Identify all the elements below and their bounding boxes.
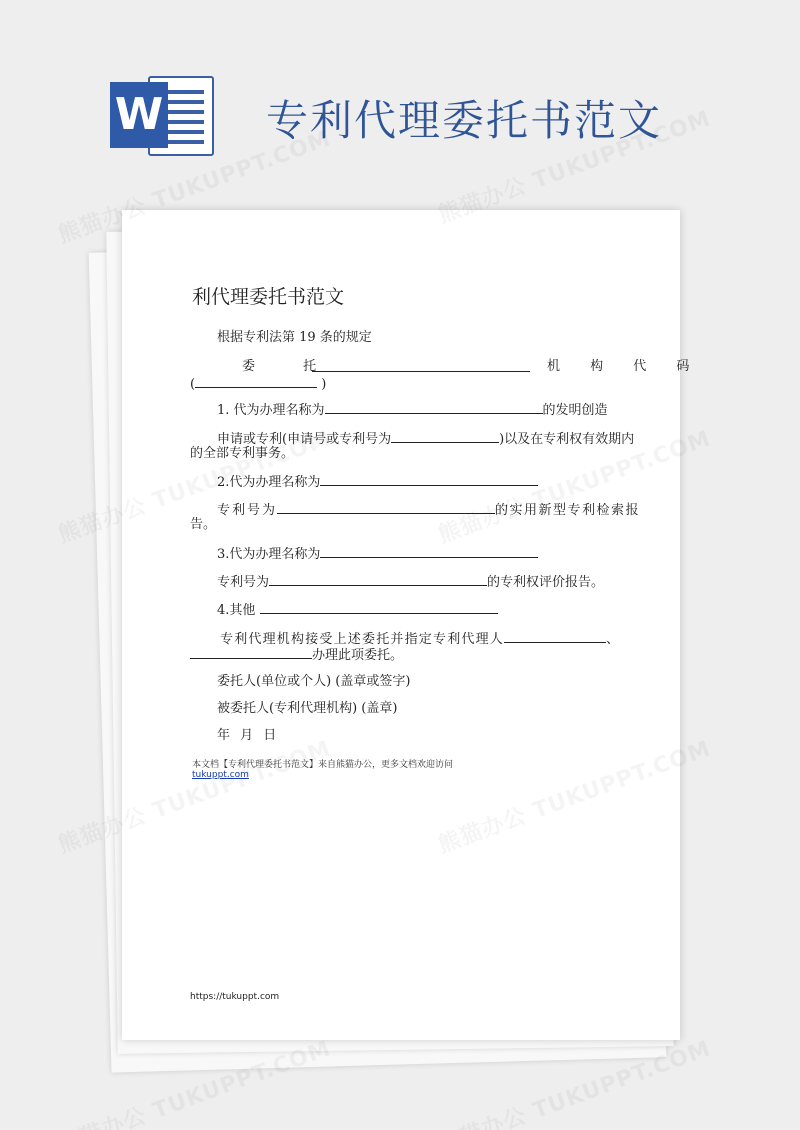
word-letter: W (110, 82, 168, 148)
item2-detail-line: 专利号为 的实用新型专利检索报 (217, 503, 641, 518)
item1-line: 1. 代为办理名称为 的发明创造 (217, 403, 608, 418)
item2-number-blank[interactable] (277, 501, 495, 514)
page-url: https://tukuppt.com (190, 992, 280, 1002)
item1-number-blank[interactable] (391, 430, 499, 443)
agent-blank-2[interactable] (190, 646, 312, 659)
item2-line: 2.代为办理名称为 (217, 473, 538, 491)
item3-line: 3.代为办理名称为 (217, 545, 538, 563)
header (108, 72, 708, 162)
item3-number-blank[interactable] (269, 573, 487, 586)
agency-code-line: ( ) (190, 377, 327, 392)
item4-line: 4.其他 (217, 601, 498, 619)
agent-blank-1[interactable] (504, 630, 606, 643)
item1-detail-line2: 的全部专利事务。 (190, 446, 295, 461)
item3-name-blank[interactable] (320, 545, 538, 558)
date-line: 年 月 日 (217, 728, 280, 743)
acceptance-line: 专利代理机构接受上述委托并指定专利代理人 、 (220, 632, 620, 647)
document-page (122, 210, 703, 1040)
item1-detail-line: 申请或专利(申请号或专利号为 )以及在专利权有效期内 (217, 432, 635, 447)
document-title: 利代理委托书范文 (192, 286, 345, 308)
entrust-line: 委 托 (242, 359, 339, 374)
item4-other-blank[interactable] (260, 601, 498, 614)
word-document-icon (108, 72, 214, 158)
page-title: 专利代理委托书范文 (266, 96, 663, 145)
item2-name-blank[interactable] (320, 473, 538, 486)
agent-line: 被委托人(专利代理机构) (盖章) (217, 701, 398, 716)
intro-line: 根据专利法第 19 条的规定 (217, 330, 372, 345)
item2-detail-line2: 告。 (190, 517, 217, 532)
item1-name-blank[interactable] (325, 401, 543, 414)
principal-line: 委托人(单位或个人) (盖章或签字) (217, 674, 411, 689)
acceptance-line2: 办理此项委托。 (190, 646, 403, 664)
footer-note: 本文档【专利代理委托书范文】来自熊猫办公，更多文档欢迎访问 (192, 760, 454, 770)
entrust-blank[interactable] (312, 359, 530, 372)
footer-link[interactable]: tukuppt.com (192, 770, 249, 780)
agency-code-label: 机 构 代 码 (547, 359, 703, 374)
agency-code-blank[interactable] (195, 375, 317, 388)
item3-detail-line: 专利号为 的专利权评价报告。 (217, 575, 605, 590)
